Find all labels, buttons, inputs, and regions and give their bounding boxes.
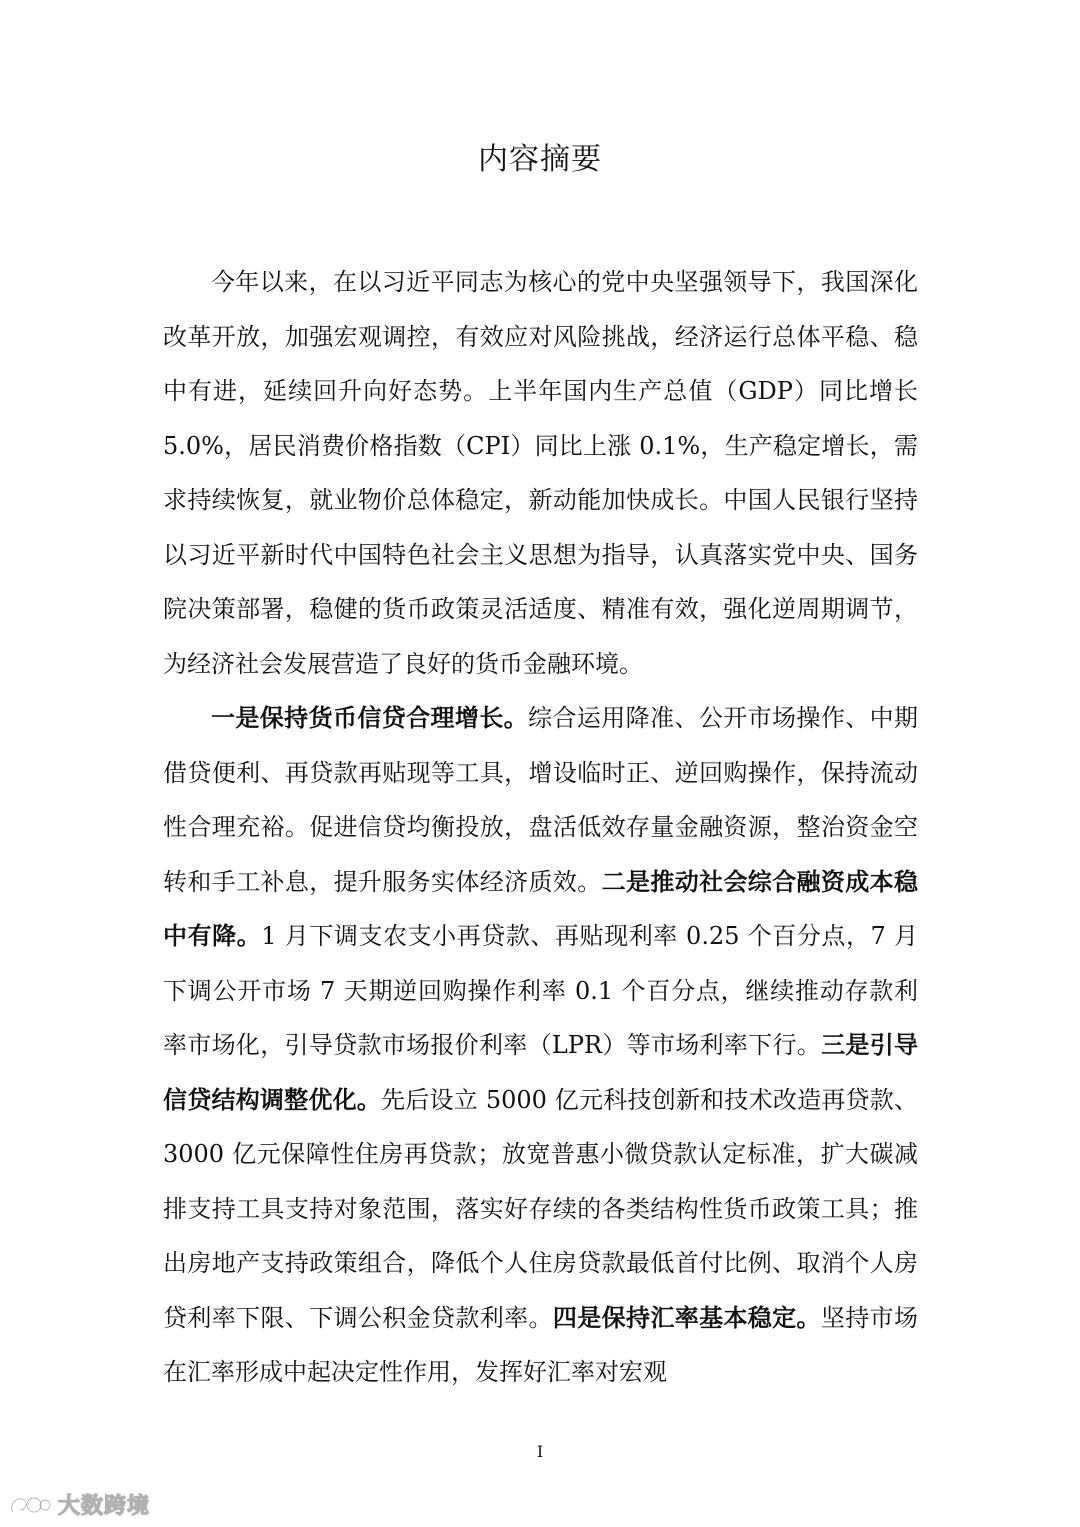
page-number: I [536, 1442, 544, 1461]
point-two-text: 1 月下调支农支小再贷款、再贴现利率 0.25 个百分点，7 月下调公开市场 7 天期逆回购操作利率 0.1 个百分点，继续推动存款利率市场化，引导贷款市场报价利率（LPR）等市场利率下行。 [163, 922, 918, 1059]
document-body [163, 255, 918, 1400]
watermark [8, 1489, 150, 1520]
paragraph-intro-text: 今年以来，在以习近平同志为核心的党中央坚强领导下，我国深化改革开放，加强宏观调控，有效应对风险挑战，经济运行总体平稳、稳中有进，延续回升向好态势。上半年国内生产总值（GDP）同比增长 5.0%，居民消费价格指数（CPI）同比上涨 0.1%，生产稳定增长，需求持续恢复，就业物价总体稳定，新动能加快成长。中国人民银行坚持以习近平新时代中国特色社会主义思想为指导，认真落实党中央、国务院决策部署，稳健的货币政策灵活适度、精准有效，强化逆周期调节，为经济社会发展营造了良好的货币金融环境。 [163, 268, 918, 678]
page-title: 内容摘要 [478, 142, 602, 177]
lead-point-three: 三是引导信贷结构调整优化。 [163, 1030, 919, 1114]
lead-point-four: 四是保持汇率基本稳定。 [552, 1302, 821, 1332]
paragraph-measures [163, 691, 918, 1400]
watermark-text: 大数跨境 [58, 1494, 151, 1519]
point-four-text: 坚持市场在汇率形成中起决定性作用，发挥好汇率对宏观 [163, 1303, 919, 1386]
lead-point-one: 一是保持货币信贷合理增长。 [211, 703, 529, 732]
lead-point-two: 二是推动社会综合融资成本稳中有降。 [163, 866, 919, 950]
paragraph-intro [163, 255, 918, 691]
point-one-text: 综合运用降准、公开市场操作、中期借贷便利、再贷款再贴现等工具，增设临时正、逆回购操作，保持流动性合理充裕。促进信贷均衡投放，盘活低效存量金融资源，整治资金空转和手工补息，提升服务实体经济质效。 [163, 704, 919, 896]
point-three-text: 先后设立 5000 亿元科技创新和技术改造再贷款、3000 亿元保障性住房再贷款；放宽普惠小微贷款认定标准，扩大碳减排支持工具支持对象范围，落实好存续的各类结构性货币政策工具；推出房地产支持政策组合，降低个人住房贷款最低首付比例、取消个人房贷利率下限、下调公积金贷款利率。 [163, 1085, 919, 1332]
dashuju-logo-icon [8, 1492, 52, 1518]
